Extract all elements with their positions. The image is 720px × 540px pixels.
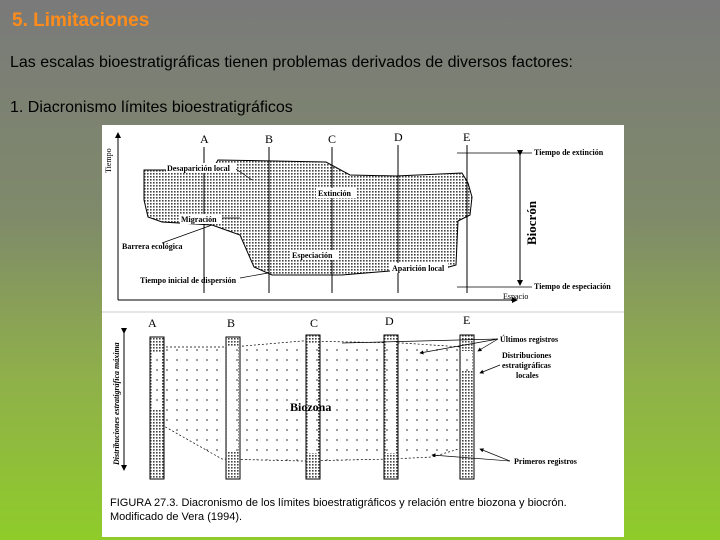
top-section-a: A xyxy=(200,132,209,146)
bottom-section-d: D xyxy=(385,314,394,328)
top-section-c: C xyxy=(328,132,337,146)
label-tiempo-inicial: Tiempo inicial de dispersión xyxy=(140,276,237,285)
label-primeros-registros: Primeros registros xyxy=(514,457,577,466)
bottom-section-c: C xyxy=(310,316,319,330)
label-desaparicion-local: Desaparición local xyxy=(167,164,230,173)
axis-distribuciones-maxima: Distribuciones estratigráfica máxima xyxy=(112,342,121,465)
label-aparicion-local: Aparición local xyxy=(392,264,445,273)
figure-diacronismo xyxy=(102,125,624,537)
label-tiempo-extincion: Tiempo de extinción xyxy=(534,148,604,157)
top-section-e: E xyxy=(463,130,471,144)
figure-diagram xyxy=(102,125,624,537)
label-extincion: Extinción xyxy=(318,189,351,198)
label-especiacion: Especiación xyxy=(292,251,333,260)
label-ultimos-registros: Últimos registros xyxy=(500,335,559,344)
figure-caption: FIGURA 27.3. Diacronismo de los límites bioestratigráficos y relación entre biozona y biocrón. Modificado de Vera (1994). xyxy=(110,497,567,523)
label-barrera-ecologica: Barrera ecológica xyxy=(122,242,183,251)
label-distribuciones-1: Distribuciones xyxy=(502,351,552,360)
label-biocron: Biocrón xyxy=(524,200,539,245)
biozona-label: Biozona xyxy=(290,400,332,414)
bottom-section-b: B xyxy=(227,316,236,330)
slide-title: 5. Limitaciones xyxy=(12,10,150,31)
point-1: 1. Diacronismo límites bioestratigráficos xyxy=(10,99,293,116)
bottom-section-a: A xyxy=(148,316,157,330)
label-tiempo-especiacion: Tiempo de especiación xyxy=(534,282,611,291)
top-section-d: D xyxy=(394,130,403,144)
label-distribuciones-3: locales xyxy=(516,371,539,380)
axis-tiempo: Tiempo xyxy=(104,148,113,173)
label-distribuciones-2: estratigráficas xyxy=(502,361,551,370)
top-section-b: B xyxy=(265,132,274,146)
axis-espacio: Espacio xyxy=(503,292,529,301)
intro-text: Las escalas bioestratigráficas tienen problemas derivados de diversos factores: xyxy=(10,54,573,71)
label-migracion: Migración xyxy=(181,215,217,224)
bottom-section-e: E xyxy=(463,313,471,327)
